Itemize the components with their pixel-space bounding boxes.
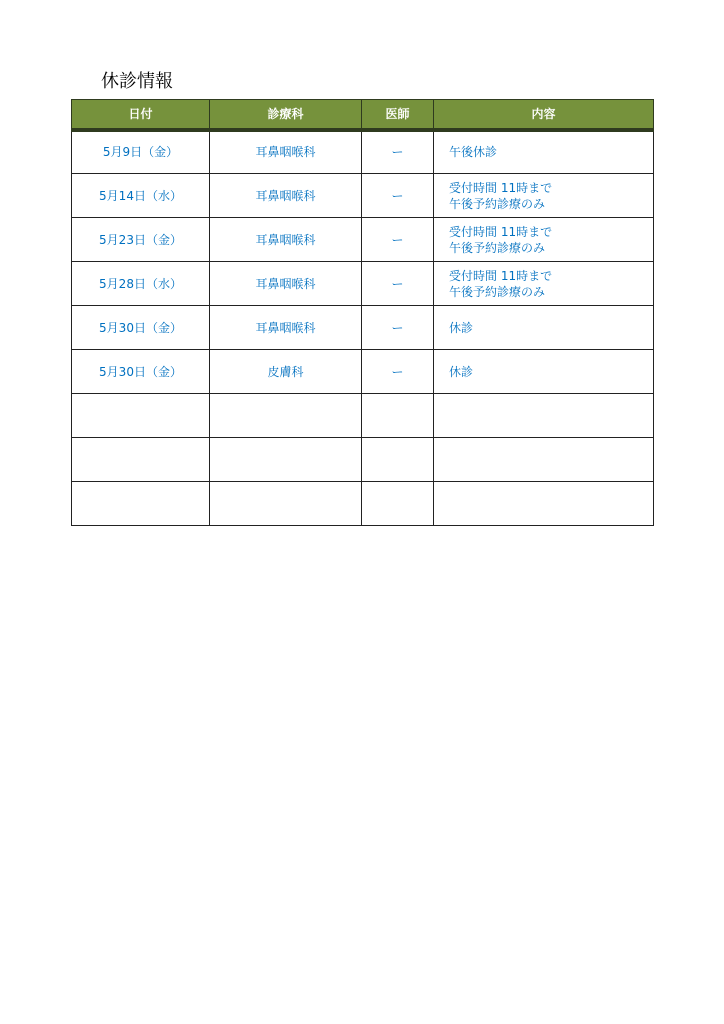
page-title: 休診情報: [101, 71, 173, 92]
cell-date: [72, 394, 210, 438]
table-row: [72, 482, 654, 526]
table-row: [72, 350, 654, 394]
table-header-row: [72, 100, 654, 130]
cell-department: [210, 394, 362, 438]
cell-date: 5月23日（金）: [72, 218, 210, 262]
cell-date: [72, 482, 210, 526]
cell-doctor: ー: [362, 174, 434, 218]
table-row: [72, 262, 654, 306]
cell-content: [434, 438, 654, 482]
content-line: 午後予約診療のみ: [449, 284, 546, 299]
cell-department: 耳鼻咽喉科: [210, 174, 362, 218]
content-line: 受付時間 11時まで: [449, 224, 553, 239]
cell-department: [210, 438, 362, 482]
cell-content: [434, 394, 654, 438]
table-row: [72, 218, 654, 262]
header-date: 日付: [72, 100, 210, 130]
header-department: 診療科: [210, 100, 362, 130]
cell-department: 耳鼻咽喉科: [210, 306, 362, 350]
cell-content: [434, 130, 654, 174]
content-line: 午後予約診療のみ: [449, 240, 546, 255]
cell-doctor: [362, 438, 434, 482]
cell-date: 5月14日（水）: [72, 174, 210, 218]
cell-doctor: [362, 482, 434, 526]
cell-department: 耳鼻咽喉科: [210, 262, 362, 306]
cell-department: 耳鼻咽喉科: [210, 130, 362, 174]
table-body: [72, 130, 654, 526]
content-line: 休診: [449, 320, 474, 335]
table-row: [72, 306, 654, 350]
cell-doctor: ー: [362, 306, 434, 350]
cell-department: 耳鼻咽喉科: [210, 218, 362, 262]
cell-content: [434, 262, 654, 306]
cell-doctor: [362, 394, 434, 438]
cell-date: 5月28日（水）: [72, 262, 210, 306]
cell-content: [434, 350, 654, 394]
cell-date: 5月30日（金）: [72, 350, 210, 394]
header-doctor: 医師: [362, 100, 434, 130]
cell-doctor: ー: [362, 218, 434, 262]
content-line: 受付時間 11時まで: [449, 180, 553, 195]
content-line: 休診: [449, 364, 474, 379]
closure-table: [71, 99, 654, 526]
cell-content: [434, 482, 654, 526]
cell-content: [434, 218, 654, 262]
content-line: 受付時間 11時まで: [449, 268, 553, 283]
table-row: [72, 130, 654, 174]
cell-department: 皮膚科: [210, 350, 362, 394]
cell-date: [72, 438, 210, 482]
cell-content: [434, 174, 654, 218]
cell-doctor: ー: [362, 130, 434, 174]
cell-doctor: ー: [362, 350, 434, 394]
content-line: 午後休診: [449, 145, 498, 160]
table-row: [72, 438, 654, 482]
cell-doctor: ー: [362, 262, 434, 306]
cell-department: [210, 482, 362, 526]
table-row: [72, 174, 654, 218]
table-row: [72, 394, 654, 438]
content-line: 午後予約診療のみ: [449, 196, 546, 211]
cell-date: 5月30日（金）: [72, 306, 210, 350]
header-content: 内容: [434, 100, 654, 130]
cell-date: 5月9日（金）: [72, 130, 210, 174]
cell-content: [434, 306, 654, 350]
